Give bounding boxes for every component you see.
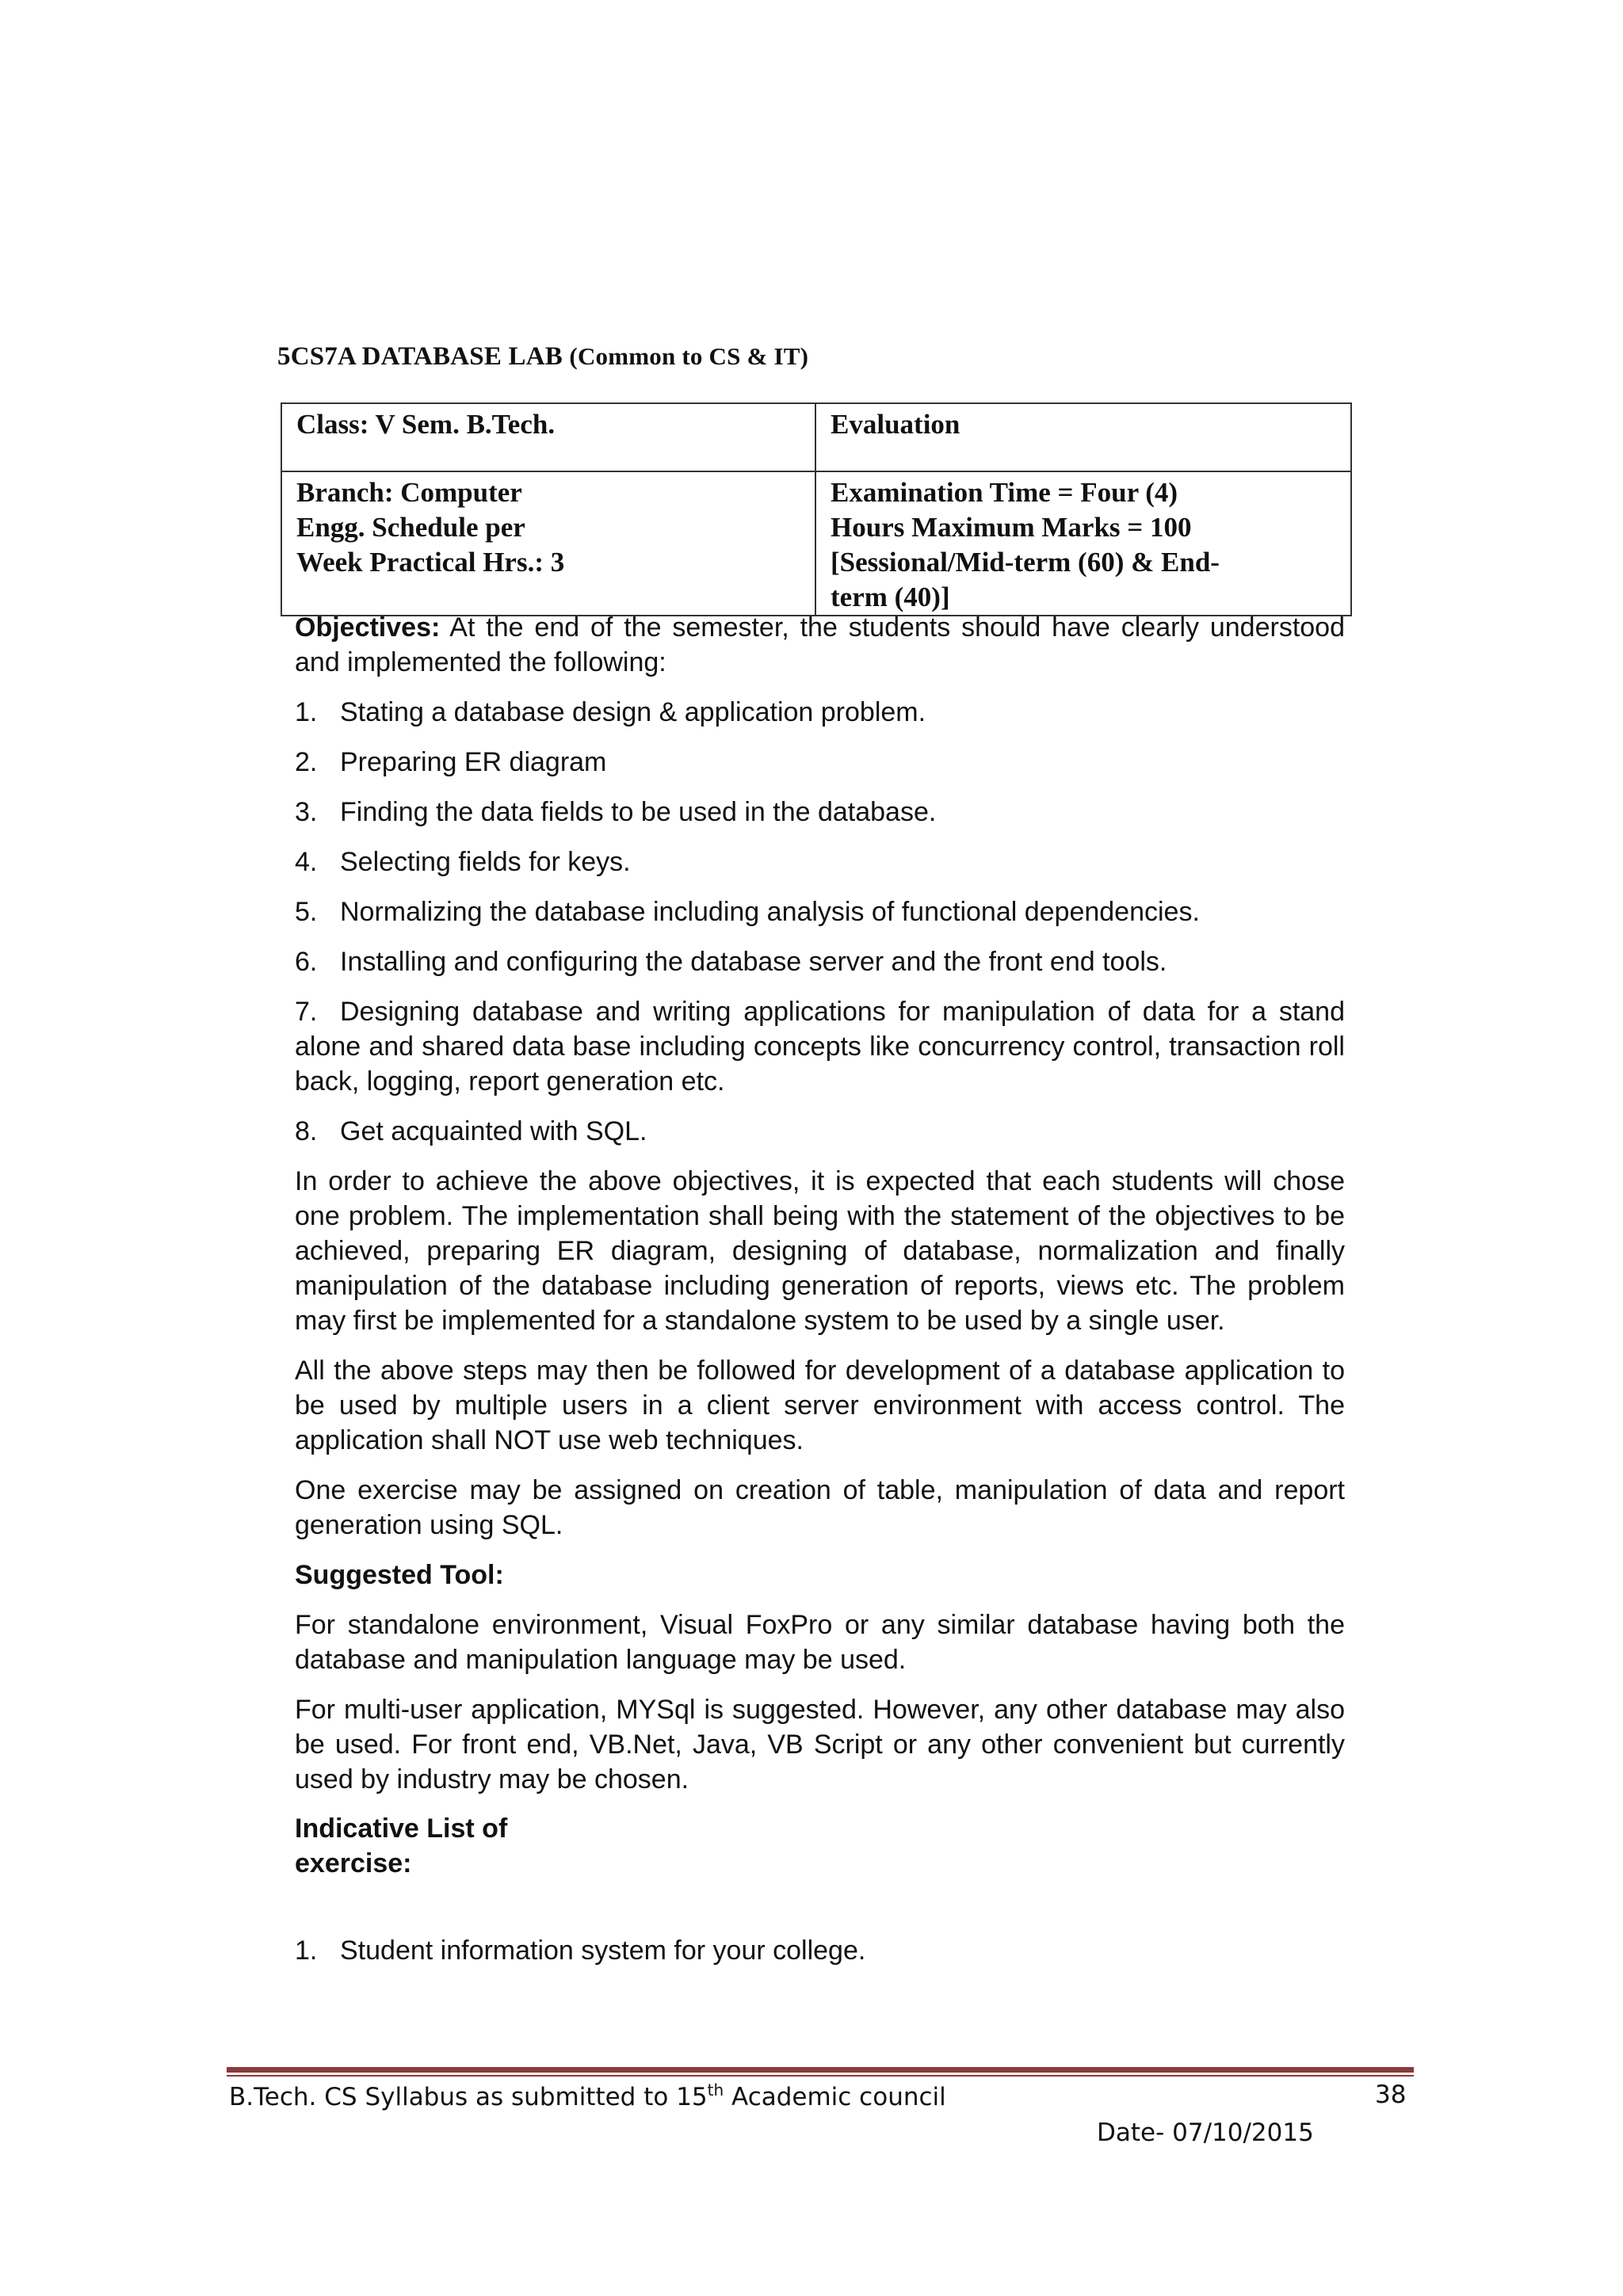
evaluation-cell xyxy=(815,403,1351,471)
list-number: 1. xyxy=(295,697,318,727)
exam-line: Hours Maximum Marks = 100 xyxy=(831,512,1192,543)
footer-suffix: Academic council xyxy=(724,2083,946,2111)
course-title xyxy=(277,342,808,372)
list-number: 8. xyxy=(295,1116,318,1146)
footer-sup: th xyxy=(707,2081,724,2100)
page-number: 38 xyxy=(1375,2081,1407,2109)
objectives-text: At the end of the semester, the students should have clearly understood and implemented the following: xyxy=(295,612,1345,677)
list-item xyxy=(295,1933,1345,1968)
class-cell xyxy=(281,403,815,471)
list-text: Designing database and writing applications for manipulation of data for a stand alone and shared data base including concepts like concurrency control, transaction roll back, logging, report generation etc. xyxy=(295,997,1345,1097)
class-label: Class: V Sem. B.Tech. xyxy=(296,409,556,440)
list-number: 7. xyxy=(295,997,318,1027)
exercise-heading: Indicative List of exercise: xyxy=(295,1814,508,1878)
objectives-intro xyxy=(295,610,1345,680)
list-text: Installing and configuring the database server and the front end tools. xyxy=(340,947,1167,977)
exam-cell xyxy=(815,471,1351,616)
footer-prefix: B.Tech. CS Syllabus as submitted to 15 xyxy=(229,2083,708,2111)
list-item xyxy=(295,944,1345,979)
list-item xyxy=(295,994,1345,1099)
table-row xyxy=(281,471,1351,616)
list-text: Student information system for your college. xyxy=(340,1936,866,1966)
list-text: Stating a database design & application problem. xyxy=(340,697,926,727)
list-text: Preparing ER diagram xyxy=(340,747,607,777)
exam-line: Examination Time = Four (4) xyxy=(831,477,1178,508)
course-info-table xyxy=(281,402,1352,616)
branch-cell xyxy=(281,471,815,616)
list-item xyxy=(295,894,1345,929)
list-text: Get acquainted with SQL. xyxy=(340,1116,647,1146)
exam-line: [Sessional/Mid-term (60) & End- xyxy=(831,547,1220,578)
footer-rule-thin xyxy=(227,2075,1414,2077)
list-number: 2. xyxy=(295,747,318,777)
branch-line: Branch: Computer xyxy=(296,477,522,508)
footer-date: Date- 07/10/2015 xyxy=(1097,2119,1314,2147)
evaluation-label: Evaluation xyxy=(831,409,960,440)
list-number: 6. xyxy=(295,947,318,977)
branch-line: Engg. Schedule per xyxy=(296,512,525,543)
course-subtitle: (Common to CS & IT) xyxy=(569,342,809,370)
list-number: 1. xyxy=(295,1936,318,1966)
list-item xyxy=(295,1114,1345,1149)
list-text: Selecting fields for keys. xyxy=(340,847,631,877)
suggested-tool-heading: Suggested Tool: xyxy=(295,1560,504,1590)
footer-rule xyxy=(227,2067,1414,2073)
list-item xyxy=(295,845,1345,879)
paragraph: For multi-user application, MYSql is suggested. However, any other database may also be used. For front end, VB.Net, Java, VB Script or any other convenient but currently used by industry may be chosen. xyxy=(295,1695,1345,1794)
list-number: 4. xyxy=(295,847,318,877)
list-number: 5. xyxy=(295,897,318,927)
course-code: 5CS7A DATABASE LAB xyxy=(277,342,563,371)
list-item xyxy=(295,795,1345,830)
table-row xyxy=(281,403,1351,471)
document-body xyxy=(295,610,1345,1983)
list-item xyxy=(295,745,1345,780)
exam-line: term (40)] xyxy=(831,582,950,612)
branch-line: Week Practical Hrs.: 3 xyxy=(296,547,565,578)
list-number: 3. xyxy=(295,797,318,827)
paragraph: For standalone environment, Visual FoxPro or any similar database having both the database and manipulation language may be used. xyxy=(295,1610,1345,1675)
list-text: Normalizing the database including analysis of functional dependencies. xyxy=(340,897,1200,927)
paragraph: One exercise may be assigned on creation of table, manipulation of data and report generation using SQL. xyxy=(295,1475,1345,1540)
list-text: Finding the data fields to be used in the database. xyxy=(340,797,937,827)
paragraph: All the above steps may then be followed for development of a database application to be used by multiple users in a client server environment with access control. The application shall NOT use web techniques. xyxy=(295,1356,1345,1455)
footer-text xyxy=(229,2081,946,2111)
objectives-label: Objectives: xyxy=(295,612,441,643)
paragraph: In order to achieve the above objectives, it is expected that each students will chose one problem. The implementation shall being with the statement of the objectives to be achieved, preparing ER diagram, designing of database, normalization and finally manipulation of the database including generation of reports, views etc. The problem may first be implemented for a standalone system to be used by a single user. xyxy=(295,1166,1345,1336)
list-item xyxy=(295,695,1345,730)
